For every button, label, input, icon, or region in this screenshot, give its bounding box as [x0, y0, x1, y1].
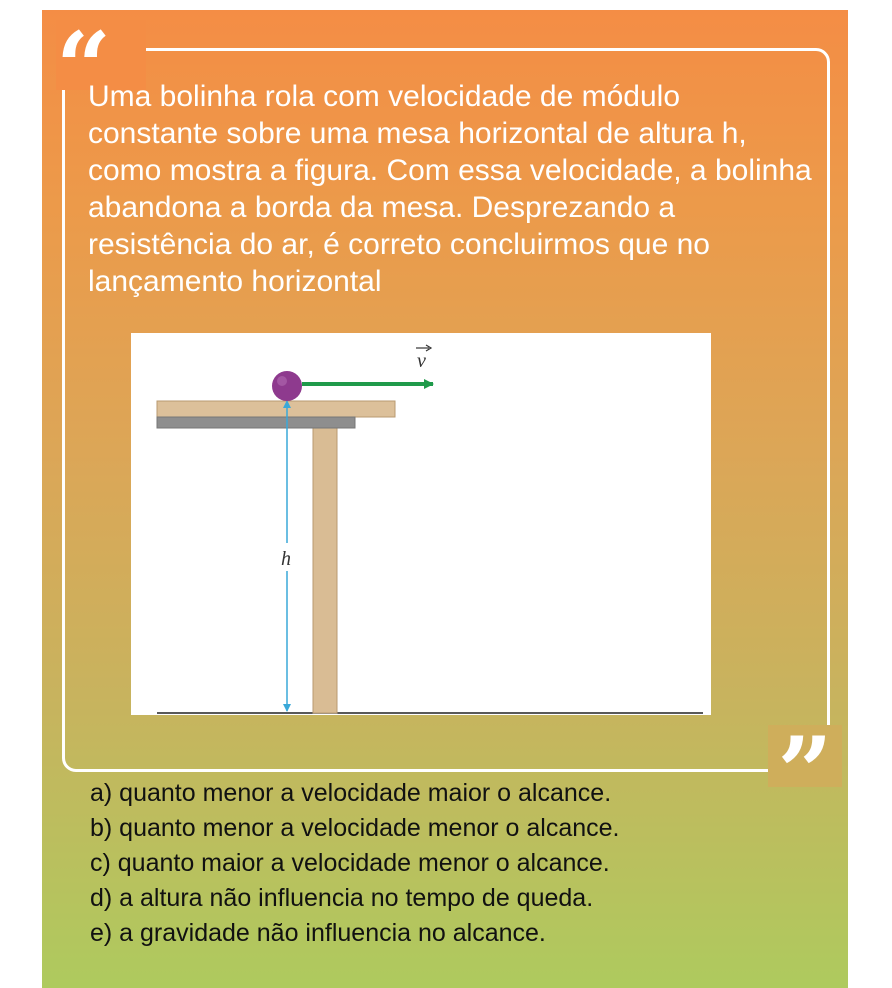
velocity-label: v — [417, 350, 426, 372]
figure-svg — [131, 333, 711, 715]
answer-options — [90, 776, 830, 951]
option-c[interactable]: c) quanto maior a velocidade menor o alcance. — [90, 849, 610, 877]
table-apron — [157, 417, 355, 428]
option-b[interactable]: b) quanto menor a velocidade menor o alcance. — [90, 814, 620, 842]
option-e[interactable]: e) a gravidade não influencia no alcance. — [90, 919, 546, 947]
close-quote-icon: ” — [768, 725, 842, 787]
ball-highlight — [277, 376, 287, 386]
table-top — [157, 401, 395, 417]
table-figure — [131, 333, 711, 715]
ball — [272, 371, 302, 401]
option-d[interactable]: d) a altura não influencia no tempo de queda. — [90, 884, 594, 912]
question-card — [42, 10, 848, 988]
option-a[interactable]: a) quanto menor a velocidade maior o alcance. — [90, 779, 612, 807]
height-label: h — [281, 548, 291, 570]
open-quote-icon: “ — [56, 20, 146, 90]
table-leg — [313, 428, 337, 713]
question-text: Uma bolinha rola com velocidade de módulo constante sobre uma mesa horizontal de altura h, como mostra a figura. Com essa velocidade, a bolinha abandona a borda da mesa. Desprezando a resistência do ar, é correto concluirmos que no lançamento horizontal — [88, 80, 812, 298]
